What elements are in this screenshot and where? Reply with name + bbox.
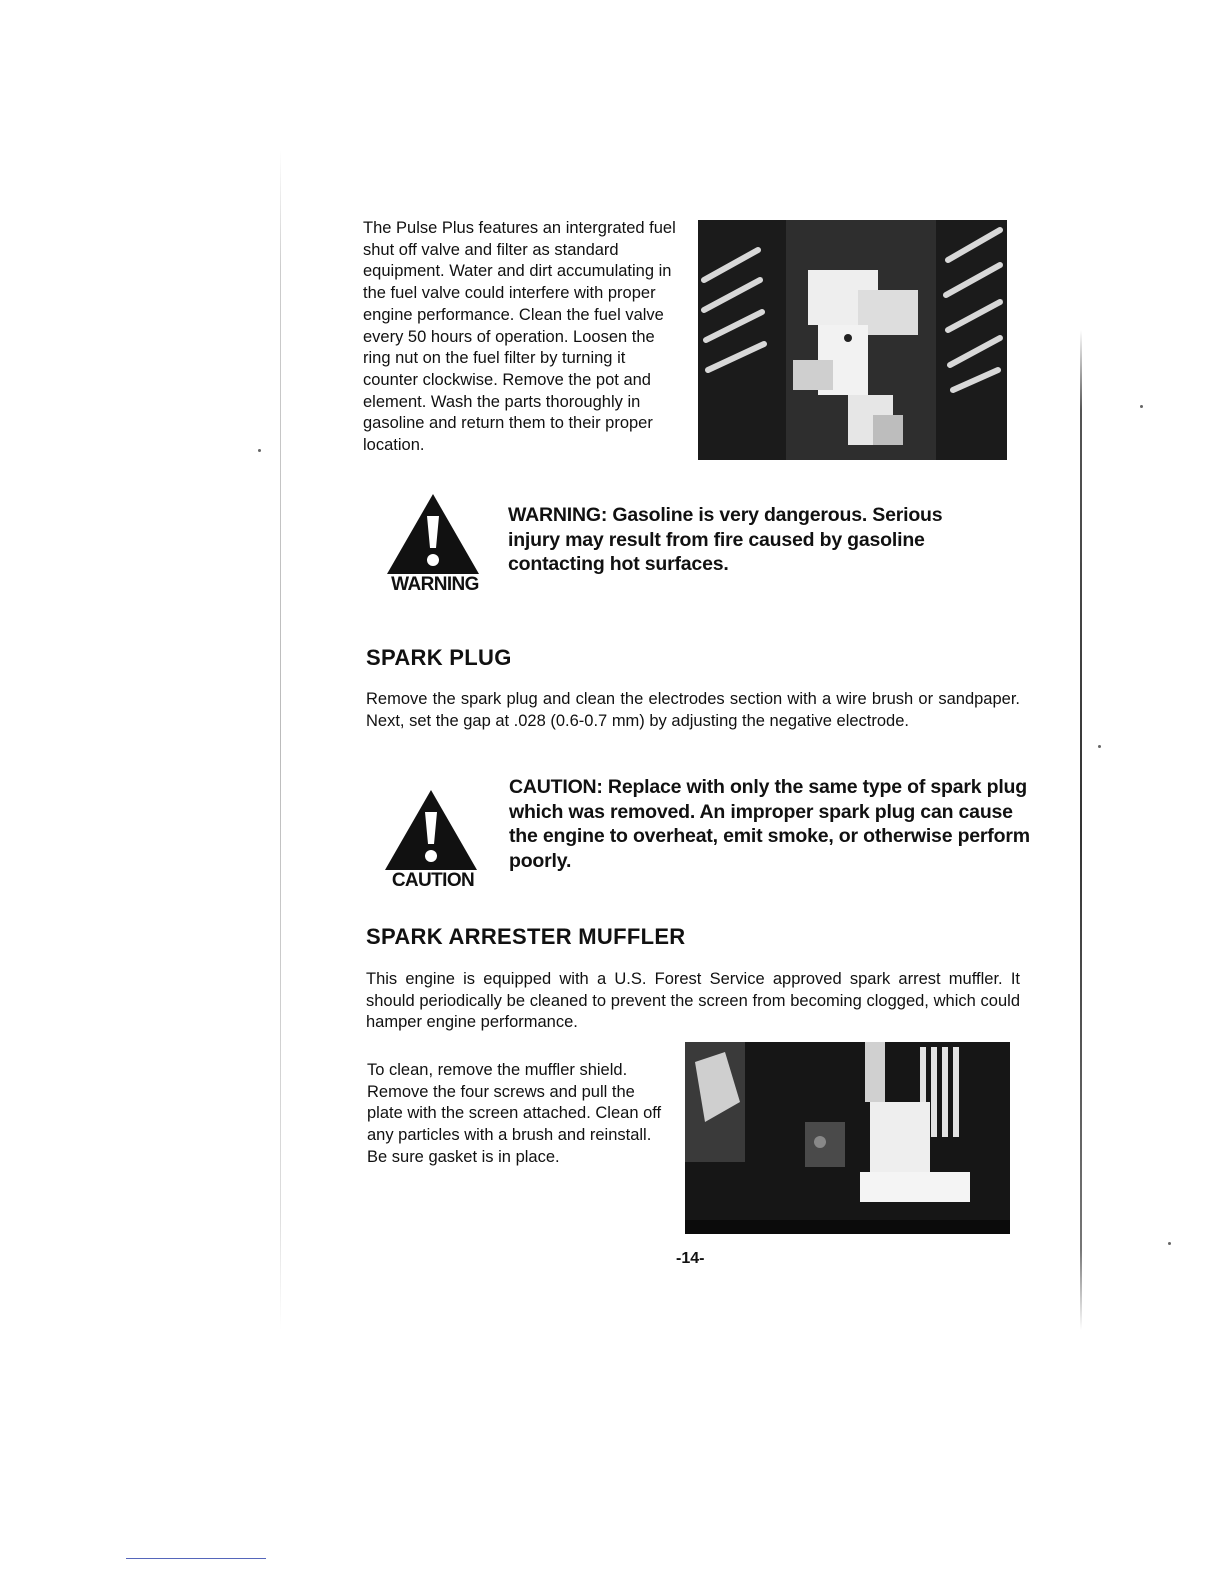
spark-plug-paragraph: Remove the spark plug and clean the electrodes section with a wire brush or sandpaper. Next, set the gap at .028 (0.6-0.7 mm) by adjusting the negative electrode. [366, 690, 1020, 730]
scan-edge-right [1080, 330, 1082, 1330]
warning-message: WARNING: Gasoline is very dangerous. Serious injury may result from fire caused by gasoline contacting hot surfaces. [508, 504, 943, 575]
caution-triangle-icon [385, 790, 477, 870]
warning-icon-block [387, 494, 483, 596]
fuel-valve-photo [698, 220, 1007, 460]
bottom-rule [126, 1558, 266, 1559]
caution-message: CAUTION: Replace with only the same type of spark plug which was removed. An improper spark plug can cause the engine to overheat, emit smoke, or otherwise perform poorly. [509, 776, 1030, 872]
caution-label: CAUTION [391, 870, 475, 891]
caution-icon-block [385, 790, 481, 892]
spark-arrester-heading: SPARK ARRESTER MUFFLER [366, 924, 686, 949]
muffler-cleaning-paragraph: To clean, remove the muffler shield. Remove the four screws and pull the plate with the screen attached. Clean off any particles with a brush and reinstall. Be sure gasket is in place. [367, 1061, 662, 1166]
fuel-valve-paragraph: The Pulse Plus features an intergrated fuel shut off valve and filter as standard equipment. Water and dirt accumulating in the fuel valve could interfere with proper engine performance. Clean the fuel valve every 50 hours of operation. Loosen the ring nut on the fuel filter by turning it counter clockwise. Remove the pot and element. Wash the parts thoroughly in gasoline and return them to their proper location. [363, 219, 676, 455]
scan-speck [1140, 405, 1143, 408]
scan-speck [1168, 1242, 1171, 1245]
scan-edge-left [280, 150, 281, 1330]
page-number: -14- [676, 1250, 705, 1267]
scan-speck [1098, 745, 1101, 748]
scan-speck [258, 449, 261, 452]
spark-plug-heading: SPARK PLUG [366, 645, 512, 670]
warning-label: WARNING [391, 574, 479, 595]
muffler-photo [685, 1042, 1010, 1234]
warning-triangle-icon [387, 494, 479, 574]
spark-arrester-paragraph: This engine is equipped with a U.S. Forest Service approved spark arrest muffler. It should periodically be cleaned to prevent the screen from becoming clogged, which could hamper engine performance. [366, 970, 1020, 1032]
